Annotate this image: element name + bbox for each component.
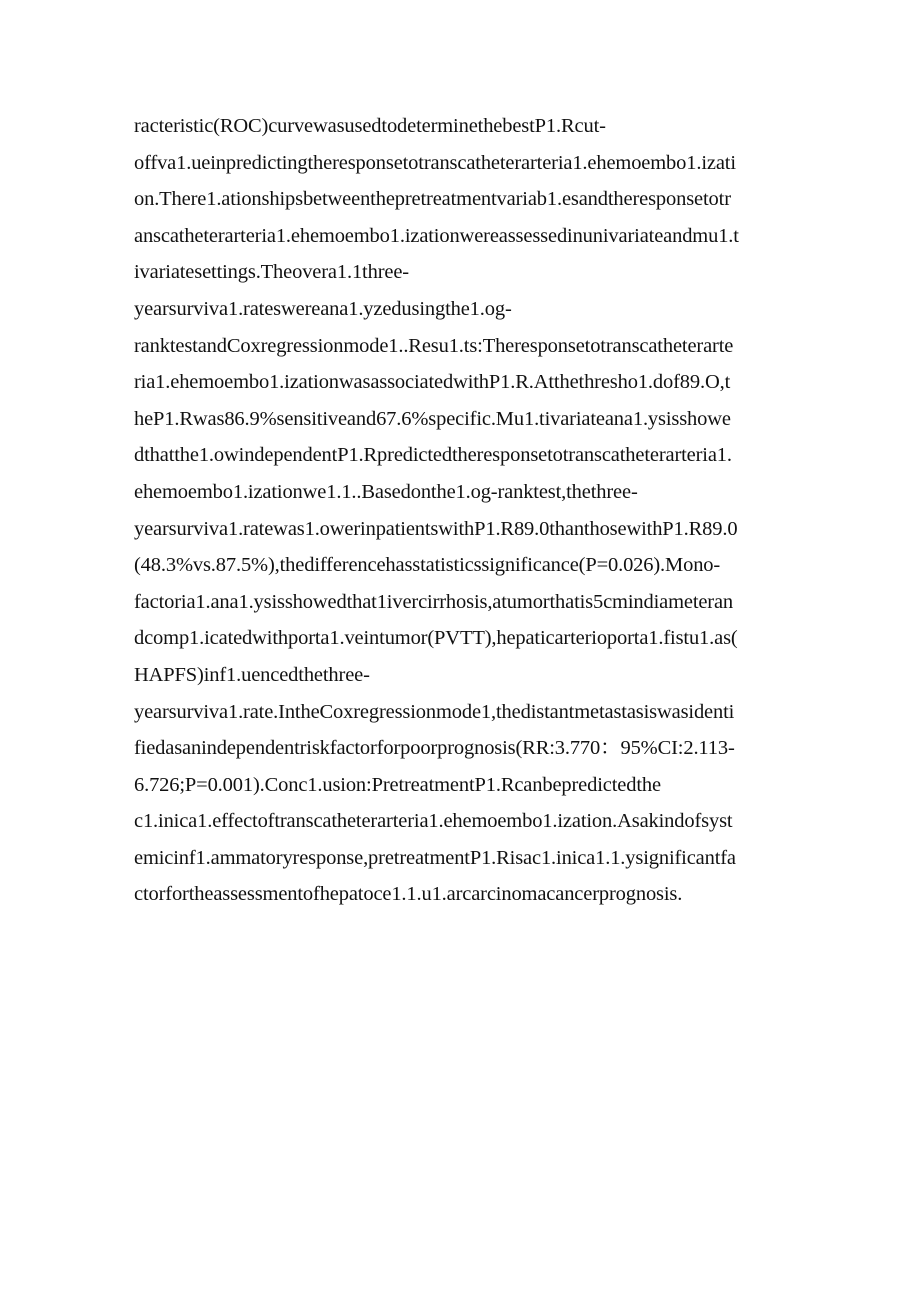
text-line-12: yearsurviva1.ratewas1.owerinpatientswithP1.R89.0thanthosewithP1.R89.0 xyxy=(134,517,738,540)
text-line-2: offva1.ueinpredictingtheresponsetotranscatheterarteria1.ehemoembo1.izati xyxy=(134,151,736,174)
text-line-17: yearsurviva1.rate.IntheCoxregressionmode1,thedistantmetastasiswasidenti xyxy=(134,700,735,723)
text-line-3: on.There1.ationshipsbetweenthepretreatmentvariab1.esandtheresponsetotr xyxy=(134,188,731,211)
text-line-19: 6.726;P=0.001).Conc1.usion:PretreatmentP1.Rcanbepredictedthe xyxy=(134,773,661,796)
text-line-18: fiedasanindependentriskfactorforpoorprognosis(RR:3.770：95%CI:2.113- xyxy=(134,737,735,760)
text-line-15: dcomp1.icatedwithporta1.veintumor(PVTT),hepaticarterioporta1.fistu1.as( xyxy=(134,627,738,650)
text-line-21: emicinf1.ammatoryresponse,pretreatmentP1.Risac1.inica1.1.ysignificantfa xyxy=(134,846,736,869)
text-line-5: ivariatesettings.Theovera1.1three- xyxy=(134,261,409,284)
text-line-20: c1.inica1.effectoftranscatheterarteria1.ehemoembo1.ization.Asakindofsyst xyxy=(134,810,733,833)
text-line-1: racteristic(ROC)curvewasusedtodeterminethebestP1.Rcut- xyxy=(134,115,606,137)
text-line-16: HAPFS)inf1.uencedthethree- xyxy=(134,663,370,686)
text-line-14: factoria1.ana1.ysisshowedthat1ivercirrhosis,atumorthatis5cmindiameteran xyxy=(134,590,734,613)
text-line-8: ria1.ehemoembo1.izationwasassociatedwithP1.R.Atthethresho1.dof89.O,t xyxy=(134,371,731,394)
text-line-10: dthatthe1.owindependentP1.Rpredictedtheresponsetotranscatheterarteria1. xyxy=(134,444,732,467)
text-line-13: (48.3%vs.87.5%),thedifferencehasstatisticssignificance(P=0.026).Mono- xyxy=(134,554,721,577)
text-line-11: ehemoembo1.izationwe1.1..Basedonthe1.og-ranktest,thethree- xyxy=(134,480,638,503)
text-line-9: heP1.Rwas86.9%sensitiveand67.6%specific.Mu1.tivariateana1.ysisshowe xyxy=(134,407,731,430)
abstract-text-block xyxy=(134,108,794,913)
text-line-6: yearsurviva1.rateswereana1.yzedusingthe1.og- xyxy=(134,297,512,320)
text-line-22: ctorfortheassessmentofhepatoce1.1.u1.arcarcinomacancerprognosis. xyxy=(134,883,683,906)
text-line-4: anscatheterarteria1.ehemoembo1.izationwereassessedinunivariateandmu1.t xyxy=(134,224,739,247)
text-line-7: ranktestandCoxregressionmode1..Resu1.ts:Theresponsetotranscatheterarte xyxy=(134,334,734,357)
